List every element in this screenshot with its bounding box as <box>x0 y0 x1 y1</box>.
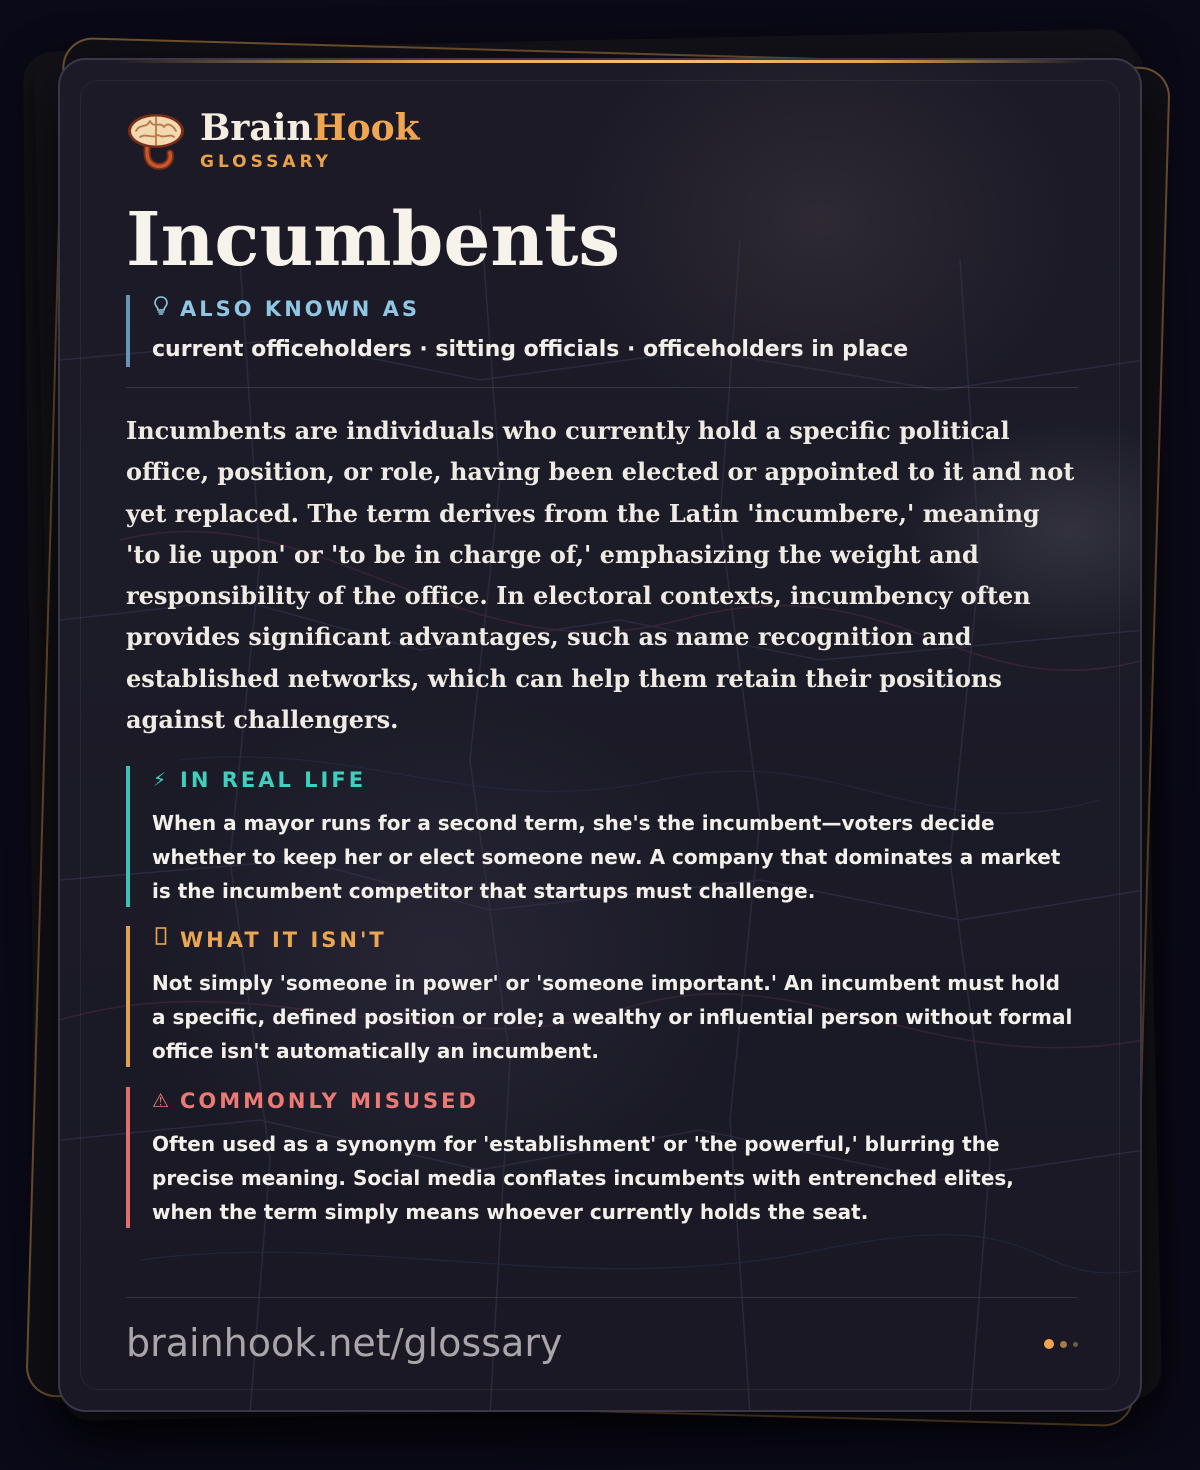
what-it-isnt-header <box>152 926 1078 954</box>
brand-name-brain: Brain <box>200 107 313 149</box>
in-real-life-header <box>152 766 1078 794</box>
brand-name <box>200 108 420 148</box>
page-dot <box>1073 1342 1078 1347</box>
also-known-as-section <box>126 295 1078 367</box>
what-it-isnt-text: Not simply 'someone in power' or 'someone important.' An incumbent must hold a specific, defined position or role; a wealthy or influential person without formal office isn't automatically an incumbent. <box>152 971 1073 1063</box>
in-real-life-label: IN REAL LIFE <box>180 768 367 792</box>
prohibited-icon <box>152 926 170 954</box>
lightning-icon: ⚡ <box>152 769 170 791</box>
lightbulb-icon <box>152 295 170 323</box>
brand-subtitle: GLOSSARY <box>200 152 332 172</box>
brand <box>126 108 420 172</box>
page-dot-active <box>1044 1339 1054 1349</box>
brain-hook-icon <box>126 109 186 171</box>
definition-text: Incumbents are individuals who currently hold a specific political office, position, or role, having been elected or appointed to it and not yet replaced. The term derives from the Latin 'incumbere,' meaning 'to lie upon' or 'to be in charge of,' emphasizing the weight and responsibility of the office. In electoral contexts, incumbency often provides significant advantages, such as name recognition and established networks, which can help them retain their positions against challengers. <box>126 416 1075 735</box>
what-it-isnt-label: WHAT IT ISN'T <box>180 928 387 952</box>
also-known-as-values: current officeholders · sitting officials · officeholders in place <box>152 337 909 362</box>
commonly-misused-header <box>152 1087 1078 1115</box>
divider <box>126 387 1078 388</box>
warning-icon: ⚠ <box>152 1090 173 1112</box>
glossary-card <box>58 58 1142 1412</box>
footer-url[interactable]: brainhook.net/glossary <box>126 1321 563 1365</box>
footer-divider <box>126 1297 1078 1298</box>
brand-name-hook: Hook <box>312 107 420 149</box>
commonly-misused-label: COMMONLY MISUSED <box>180 1089 479 1113</box>
commonly-misused-section <box>126 1087 1078 1228</box>
in-real-life-section <box>126 766 1078 907</box>
pagination-dots <box>1038 1339 1078 1349</box>
term-title: Incumbents <box>126 197 621 283</box>
page-dot <box>1060 1341 1067 1348</box>
what-it-isnt-section <box>126 926 1078 1067</box>
also-known-as-header <box>152 295 1078 323</box>
also-known-as-label: ALSO KNOWN AS <box>180 297 421 321</box>
commonly-misused-text: Often used as a synonym for 'establishment' or 'the powerful,' blurring the precise meaning. Social media conflates incumbents with entrenched elites, when the term simply means whoever currently holds the seat. <box>152 1132 1014 1224</box>
in-real-life-text: When a mayor runs for a second term, she's the incumbent—voters decide whether to keep her or elect someone new. A company that dominates a market is the incumbent competitor that startups must challenge. <box>152 811 1061 903</box>
brand-text <box>200 108 420 172</box>
